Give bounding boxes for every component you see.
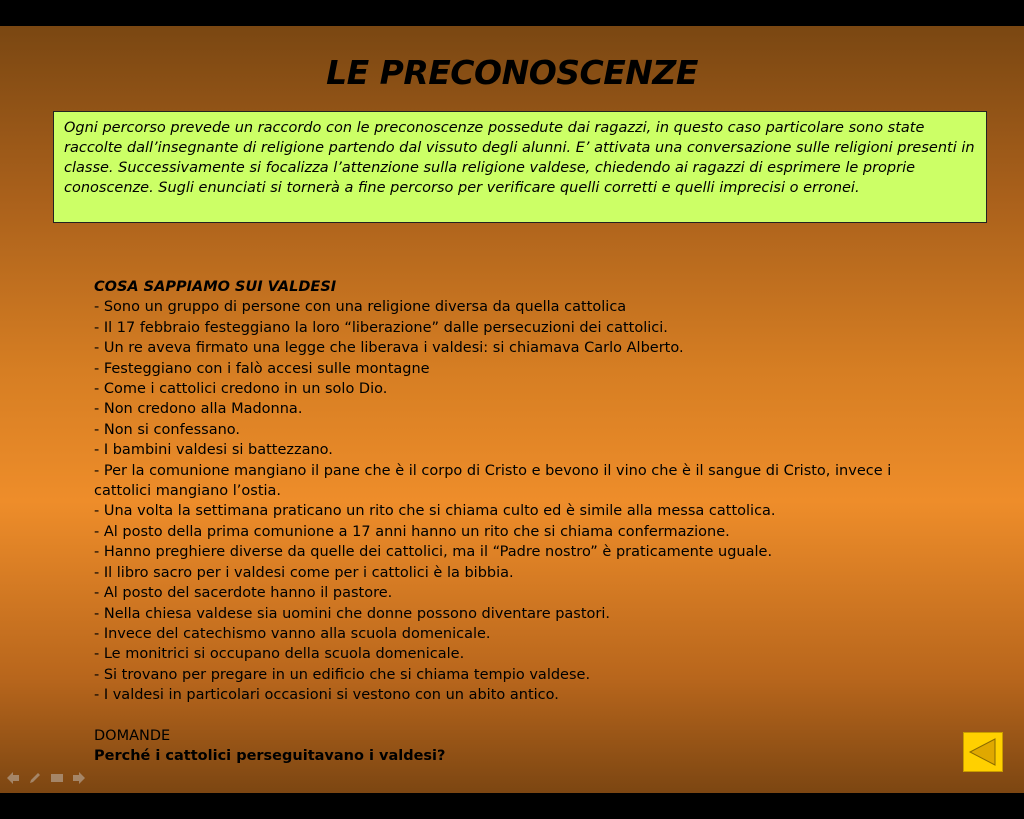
question-text: Perché i cattolici perseguitavano i valdesi? (94, 747, 446, 764)
fact-item: - Al posto della prima comunione a 17 anni hanno un rito che si chiama confermazione. (94, 523, 730, 540)
fact-item: - Hanno preghiere diverse da quelle dei cattolici, ma il “Padre nostro” è praticamente uguale. (94, 544, 773, 561)
fact-item: - Si trovano per pregare in un edificio che si chiama tempio valdese. (94, 666, 591, 683)
fact-item: - Il 17 febbraio festeggiano la loro “liberazione” dalle persecuzioni dei cattolici. (94, 319, 668, 336)
pen-icon (28, 771, 42, 785)
fact-item: - Sono un gruppo di persone con una religione diversa da quella cattolica (94, 299, 627, 316)
slideshow-nav-controls (6, 770, 86, 786)
fact-item: - Festeggiano con i falò accesi sulle montagne (94, 360, 430, 377)
previous-slide-button[interactable] (6, 771, 20, 785)
triangle-left-icon (964, 733, 1002, 771)
slide (0, 26, 1024, 793)
main-content (94, 277, 974, 766)
arrow-right-icon (72, 771, 86, 785)
fact-item: - I bambini valdesi si battezzano. (94, 442, 333, 459)
fact-item: - Una volta la settimana praticano un rito che si chiama culto ed è simile alla messa cattolica. (94, 503, 776, 520)
questions-heading: DOMANDE (94, 727, 171, 744)
fact-item: - Il libro sacro per i valdesi come per i cattolici è la bibbia. (94, 564, 514, 581)
slide-menu-button[interactable] (50, 771, 64, 785)
fact-item: - Un re aveva firmato una legge che liberava i valdesi: si chiamava Carlo Alberto. (94, 340, 684, 357)
fact-item: - Non si confessano. (94, 421, 241, 438)
menu-icon (50, 771, 64, 785)
fact-item: - Per la comunione mangiano il pane che è il corpo di Cristo e bevono il vino che è il sangue di Cristo, invece i cattolici mangiano l’ostia. (94, 462, 892, 500)
fact-item: - Come i cattolici credono in un solo Dio. (94, 381, 388, 398)
fact-item: - Le monitrici si occupano della scuola domenicale. (94, 646, 465, 663)
fact-item: - Non credono alla Madonna. (94, 401, 303, 418)
next-slide-button[interactable] (72, 771, 86, 785)
back-button[interactable] (963, 732, 1003, 772)
slide-title: LE PRECONOSCENZE (326, 53, 698, 92)
pen-button[interactable] (28, 771, 42, 785)
section-heading: COSA SAPPIAMO SUI VALDESI (94, 279, 337, 295)
fact-item: - Invece del catechismo vanno alla scuola domenicale. (94, 625, 491, 642)
fact-item: - I valdesi in particolari occasioni si vestono con un abito antico. (94, 687, 559, 704)
fact-item: - Al posto del sacerdote hanno il pastore. (94, 585, 393, 602)
arrow-left-icon (6, 771, 20, 785)
fact-item: - Nella chiesa valdese sia uomini che donne possono diventare pastori. (94, 605, 611, 622)
intro-text-box: Ogni percorso prevede un raccordo con le preconoscenze possedute dai ragazzi, in questo caso particolare sono state raccolte dall’insegnante di religione partendo dal vissuto degli alunni. E’ attivata una conversazione sulle religioni presenti in classe. Successivamente si focalizza l’attenzione sulla religione valdese, chiedendo ai ragazzi di esprimere le proprie conoscenze. Sugli enunciati si tornerà a fine percorso per verificare quelli corretti e quelli imprecisi o erronei. (53, 111, 987, 223)
